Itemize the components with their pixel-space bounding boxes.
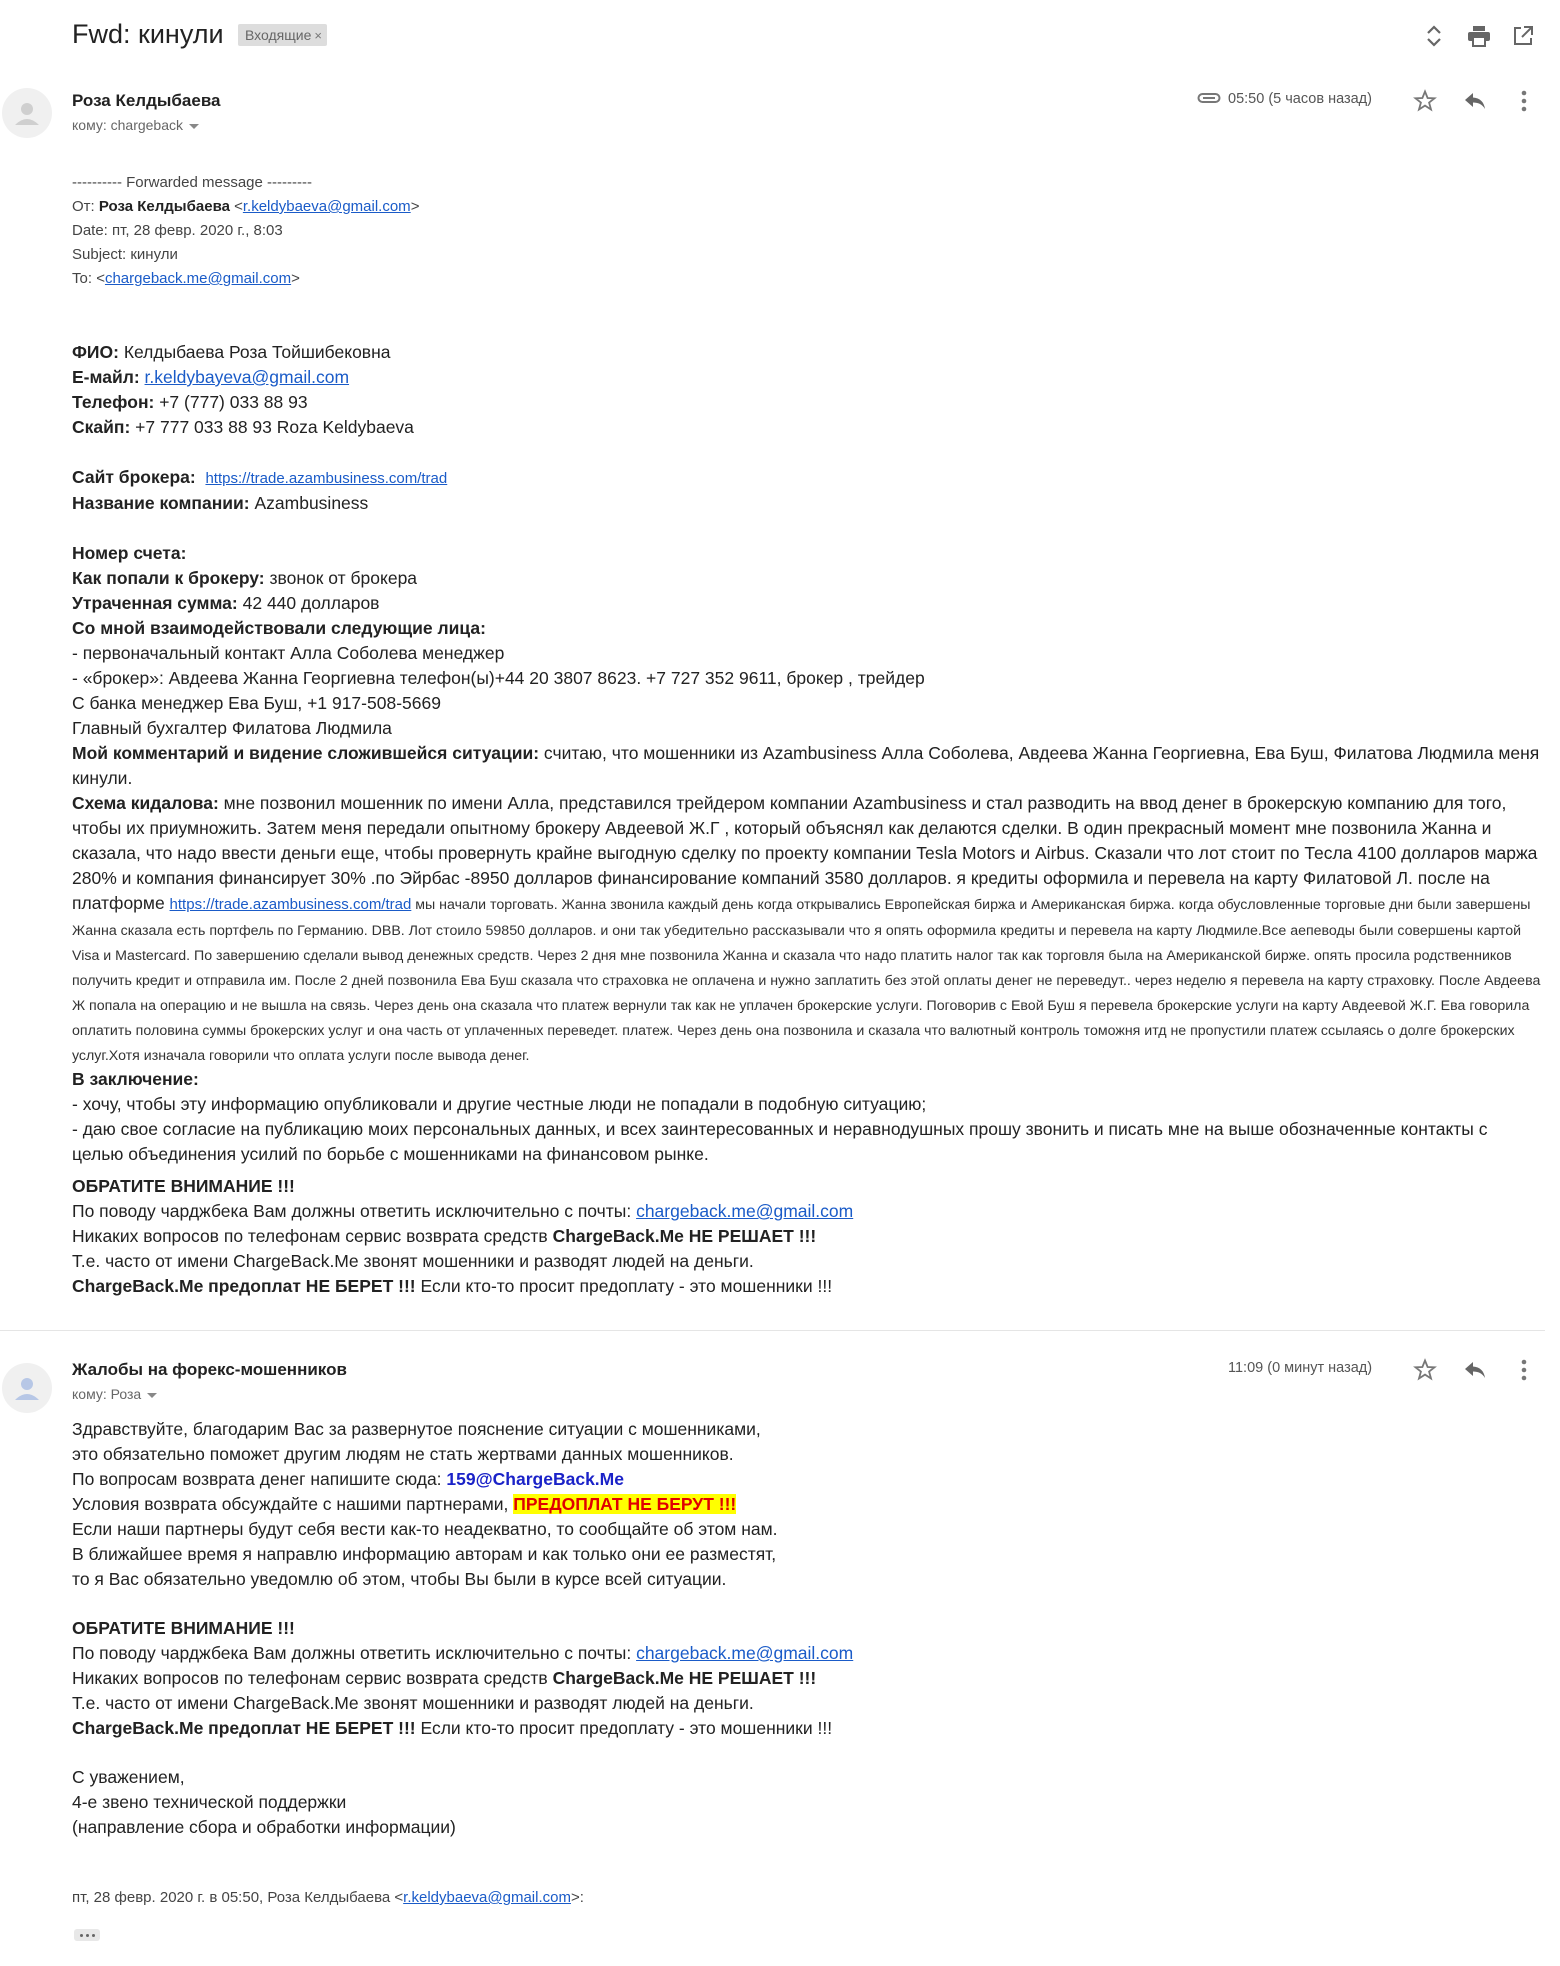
message2-recipients[interactable] <box>72 1386 157 1402</box>
notice-line-3: Т.е. часто от имени ChargeBack.Me звонят мошенники и разводят людей на деньги. <box>72 1251 754 1271</box>
notice-4-bold: ChargeBack.Me предоплат НЕ БЕРЕТ !!! <box>72 1718 416 1738</box>
notice-line-1 <box>72 1641 1542 1666</box>
skype-value: +7 777 033 88 93 Roza Keldybaeva <box>130 417 414 437</box>
attachment-icon <box>1197 90 1221 111</box>
lost-value: 42 440 долларов <box>237 593 380 613</box>
notice-2-text: Никаких вопросов по телефонам сервис возврата средств <box>72 1668 553 1688</box>
remove-label-button[interactable]: × <box>314 28 322 43</box>
spacer <box>72 1741 1542 1765</box>
company-value: Azambusiness <box>249 493 369 513</box>
message1-to: кому: chargeback <box>72 117 184 133</box>
reply-line-3-text: По вопросам возврата денег напишите сюда: <box>72 1469 447 1489</box>
how-label: Как попали к брокеру: <box>72 568 265 588</box>
person-3: С банка менеджер Ева Буш, +1 917-508-5669 <box>72 693 441 713</box>
signature-3: (направление сбора и обработки информации) <box>72 1817 456 1837</box>
message1-body <box>72 340 1542 1167</box>
quote-email-link[interactable]: r.keldybaeva@gmail.com <box>403 1889 571 1906</box>
highlight-warning: ПРЕДОПЛАТ НЕ БЕРУТ !!! <box>513 1494 737 1514</box>
broker-site-label: Сайт брокера: <box>72 467 196 487</box>
from-name: Роза Келдыбаева <box>98 198 230 215</box>
account-label: Номер счета: <box>72 543 187 563</box>
fio-label: ФИО: <box>72 342 119 362</box>
reply-icon[interactable] <box>1460 86 1490 116</box>
person-icon <box>2 88 52 138</box>
comment-label: Мой комментарий и видение сложившейся ситуации: <box>72 743 540 763</box>
message1-notice <box>72 1174 1542 1299</box>
lost-label: Утраченная сумма: <box>72 593 238 613</box>
scheme-link[interactable]: https://trade.azambusiness.com/trad <box>169 896 412 913</box>
reply-line-3 <box>72 1467 1542 1492</box>
person-4: Главный бухгалтер Филатова Людмила <box>72 718 392 738</box>
conclusion-line <box>72 1067 1542 1092</box>
notice-4-text: Если кто-то просит предоплату - это мошенники !!! <box>415 1718 833 1738</box>
notice-1-text: По поводу чарджбека Вам должны ответить исключительно с почты: <box>72 1201 637 1221</box>
notice-line-3: Т.е. часто от имени ChargeBack.Me звонят мошенники и разводят людей на деньги. <box>72 1693 754 1713</box>
fio-value: Келдыбаева Роза Тойшибековна <box>118 342 391 362</box>
message1-sender[interactable]: Роза Келдыбаева <box>72 91 221 110</box>
message2-body <box>72 1417 1542 1840</box>
spacer <box>72 440 1542 465</box>
contact-email[interactable]: 159@ChargeBack.Me <box>446 1469 624 1489</box>
show-trimmed-content-button[interactable] <box>74 1929 100 1941</box>
print-icon[interactable] <box>1463 20 1495 52</box>
message2-to: кому: Роза <box>72 1386 142 1402</box>
notice-2-text: Никаких вопросов по телефонам сервис возврата средств <box>72 1226 553 1246</box>
message-divider <box>0 1330 1545 1331</box>
quote-end: >: <box>570 1889 584 1906</box>
inbox-label-chip[interactable] <box>238 24 327 46</box>
reply-line-2: это обязательно поможет другим людям не стать жертвами данных мошенников. <box>72 1444 734 1464</box>
quoted-attribution <box>72 1886 584 1910</box>
notice-line-2 <box>72 1224 1542 1249</box>
comment-value: считаю, что мошенники из Azambusiness Алла Соболева, Авдеева Жанна Георгиевна, Ева Буш, Филатова Людмила меня кинули. <box>72 743 1540 788</box>
account-line <box>72 541 1542 566</box>
reply-line-1: Здравствуйте, благодарим Вас за развернутое пояснение ситуации с мошенниками, <box>72 1419 761 1439</box>
broker-site-link[interactable]: https://trade.azambusiness.com/trad <box>205 470 448 487</box>
skype-line <box>72 415 1542 440</box>
forwarded-marker: ---------- Forwarded message --------- <box>72 174 312 191</box>
star-icon[interactable] <box>1410 86 1440 116</box>
message1-recipients[interactable] <box>72 117 199 133</box>
notice-title-text: ОБРАТИТЕ ВНИМАНИЕ !!! <box>72 1618 295 1638</box>
forwarded-from: От: Роза Келдыбаева <r.keldybaeva@gmail.com> <box>72 198 420 215</box>
how-line <box>72 566 1542 591</box>
open-in-new-icon[interactable] <box>1507 20 1539 52</box>
notice-title <box>72 1616 1542 1641</box>
reply-icon[interactable] <box>1460 1355 1490 1385</box>
from-email-link[interactable]: r.keldybaeva@gmail.com <box>242 198 411 215</box>
star-icon[interactable] <box>1410 1355 1440 1385</box>
notice-email-link[interactable]: chargeback.me@gmail.com <box>636 1201 854 1221</box>
more-vert-icon[interactable] <box>1509 1355 1539 1385</box>
person-2: - «брокер»: Авдеева Жанна Георгиевна телефон(ы)+44 20 3807 8623. +7 727 352 9611, брокер , трейдер <box>72 668 925 688</box>
notice-title <box>72 1174 1542 1199</box>
persons-line <box>72 616 1542 641</box>
notice-1-text: По поводу чарджбека Вам должны ответить исключительно с почты: <box>72 1643 637 1663</box>
reply-line-4-text: Условия возврата обсуждайте с нашими партнерами, <box>72 1494 514 1514</box>
email-line <box>72 365 1542 390</box>
quote-text: пт, 28 февр. 2020 г. в 05:50, Роза Келдыбаева < <box>72 1889 404 1906</box>
more-vert-icon[interactable] <box>1509 86 1539 116</box>
company-label: Название компании: <box>72 493 250 513</box>
scheme-paragraph <box>72 791 1542 1067</box>
how-value: звонок от брокера <box>264 568 418 588</box>
forwarded-date: Date: пт, 28 февр. 2020 г., 8:03 <box>72 222 283 239</box>
forwarded-subject: Subject: кинули <box>72 246 178 263</box>
conclusion-1: - хочу, чтобы эту информацию опубликовали и другие честные люди не попадали в подобную ситуацию; <box>72 1094 927 1114</box>
notice-email-link[interactable]: chargeback.me@gmail.com <box>636 1643 854 1663</box>
company-line <box>72 491 1542 516</box>
reply-line-4 <box>72 1492 1542 1517</box>
expand-icon[interactable] <box>1418 20 1450 52</box>
reply-line-7: то я Вас обязательно уведомлю об этом, чтобы Вы были в курсе всей ситуации. <box>72 1569 727 1589</box>
signature-2: 4-е звено технической поддержки <box>72 1792 347 1812</box>
reply-line-6: В ближайшее время я направлю информацию авторам и как только они ее разместят, <box>72 1544 777 1564</box>
notice-line-4 <box>72 1274 1542 1299</box>
skype-label: Скайп: <box>72 417 131 437</box>
thread-subject: Fwd: кинули <box>72 19 224 49</box>
person-icon <box>2 1363 52 1413</box>
to-email-link[interactable]: chargeback.me@gmail.com <box>104 270 292 287</box>
forwarded-header <box>72 171 1522 291</box>
lost-line <box>72 591 1542 616</box>
notice-2-bold: ChargeBack.Me НЕ РЕШАЕТ !!! <box>552 1226 817 1246</box>
notice-4-text: Если кто-то просит предоплату - это мошенники !!! <box>415 1276 833 1296</box>
broker-site-line <box>72 465 1542 491</box>
chevron-down-icon[interactable] <box>147 1393 157 1398</box>
to-label: To: <box>72 270 97 287</box>
signature-1: С уважением, <box>72 1767 185 1787</box>
email-label: Е-майл: <box>72 367 140 387</box>
conclusion-2: - даю свое согласие на публикацию моих персональных данных, и всех заинтересованных и неравнодушных прошу звонить и писать мне на выше обозначенные контакты с целью объединения усилий по борьбе с мошенниками на финансовом рынке. <box>72 1119 1488 1164</box>
notice-line-2 <box>72 1666 1542 1691</box>
scheme-label: Схема кидалова: <box>72 793 219 813</box>
persons-label: Со мной взаимодействовали следующие лица: <box>72 618 486 638</box>
notice-2-bold: ChargeBack.Me НЕ РЕШАЕТ !!! <box>552 1668 817 1688</box>
phone-value: +7 (777) 033 88 93 <box>154 392 308 412</box>
conclusion-label: В заключение: <box>72 1069 199 1089</box>
message2-time: 11:09 (0 минут назад) <box>1228 1360 1373 1376</box>
email-value-link[interactable]: r.keldybayeva@gmail.com <box>144 367 350 387</box>
from-label: От: <box>72 198 95 215</box>
comment-paragraph <box>72 741 1542 791</box>
scheme-details: мы начали торговать. Жанна звонила каждый день когда открывались Европейская биржа и Американская биржа. когда обусловленные торговые дни были завершены Жанна сказала есть портфель по Германию. DBB. Лот стоило 59850 долларов. и они так убедительно рассказывали что я опять оформила кредиты и перевела на карту Людмиле.Все аепеводы были совершены картой Visa и Mastercard. По завершению сделали вывод денежных средств. Через 2 дня мне позвонила Жанна и сказала что надо платить налог так как торговля была на Американской бирже. опять просила родственников получить кредит и отправила им. После 2 дней позвонила Ева Буш сказала что страховка не оплачена и нужно заплатить без этой оплаты денег не переведут.. через неделю я перевела на карту страховку. После Авдеева Ж попала на операцию и не вышла на связь. Через день она сказала что платеж вернули так как не уплачен брокерские услуги. Поговорив с Евой Буш я перевела брокерские услуги на карту Авдеевой Ж.Г. Ева говорила оплатить половина суммы брокерских услуг и она часть от уплаченных переведет. платеж. Через день она позвонила и сказала что валютный контроль томожня итд не пропустили платеж ссылаясь о долге брокерских услуг.Хотя изначала говорили что оплата услуги после вывода денег. <box>72 897 1541 1064</box>
phone-label: Телефон: <box>72 392 155 412</box>
notice-4-bold: ChargeBack.Me предоплат НЕ БЕРЕТ !!! <box>72 1276 416 1296</box>
spacer <box>72 1592 1542 1616</box>
message2-sender[interactable]: Жалобы на форекс-мошенников <box>72 1360 347 1379</box>
sender-avatar[interactable] <box>2 88 52 138</box>
notice-line-1 <box>72 1199 1542 1224</box>
inbox-label-text: Входящие <box>245 27 312 43</box>
forwarded-to: To: <chargeback.me@gmail.com> <box>72 270 300 287</box>
phone-line <box>72 390 1542 415</box>
fio-line <box>72 340 1542 365</box>
notice-title-text: ОБРАТИТЕ ВНИМАНИЕ !!! <box>72 1176 295 1196</box>
notice-line-4 <box>72 1716 1542 1741</box>
sender-avatar[interactable] <box>2 1363 52 1413</box>
chevron-down-icon[interactable] <box>189 124 199 129</box>
message1-time: 05:50 (5 часов назад) <box>1228 91 1372 107</box>
scheme-value: мне позвонил мошенник по имени Алла, представился трейдером компании Azambusiness и стал разводить на ввод денег в брокерскую компанию для того, чтобы их приумножить. Затем меня передали опытному брокеру Авдеевой Ж.Г , который объяснял как делаются сделки. В один прекрасный момент мне позвонила Жанна и сказала, что надо ввести деньги еще, чтобы провернуть крайне выгодную сделку по проекту компании Tesla Motors и Airbus. Сказали что лот стоит по Тесла 4100 долларов маржа 280% и компания финансирует 30% .по Эйрбас -8950 долларов финансирование компаний 3580 долларов. я кредиты оформила и перевела на карту Филатовой Л. после на платформе <box>72 793 1538 913</box>
reply-line-5: Если наши партнеры будут себя вести как-то неадекватно, то сообщайте об этом нам. <box>72 1519 778 1539</box>
person-1: - первоначальный контакт Алла Соболева менеджер <box>72 643 505 663</box>
spacer <box>72 516 1542 541</box>
